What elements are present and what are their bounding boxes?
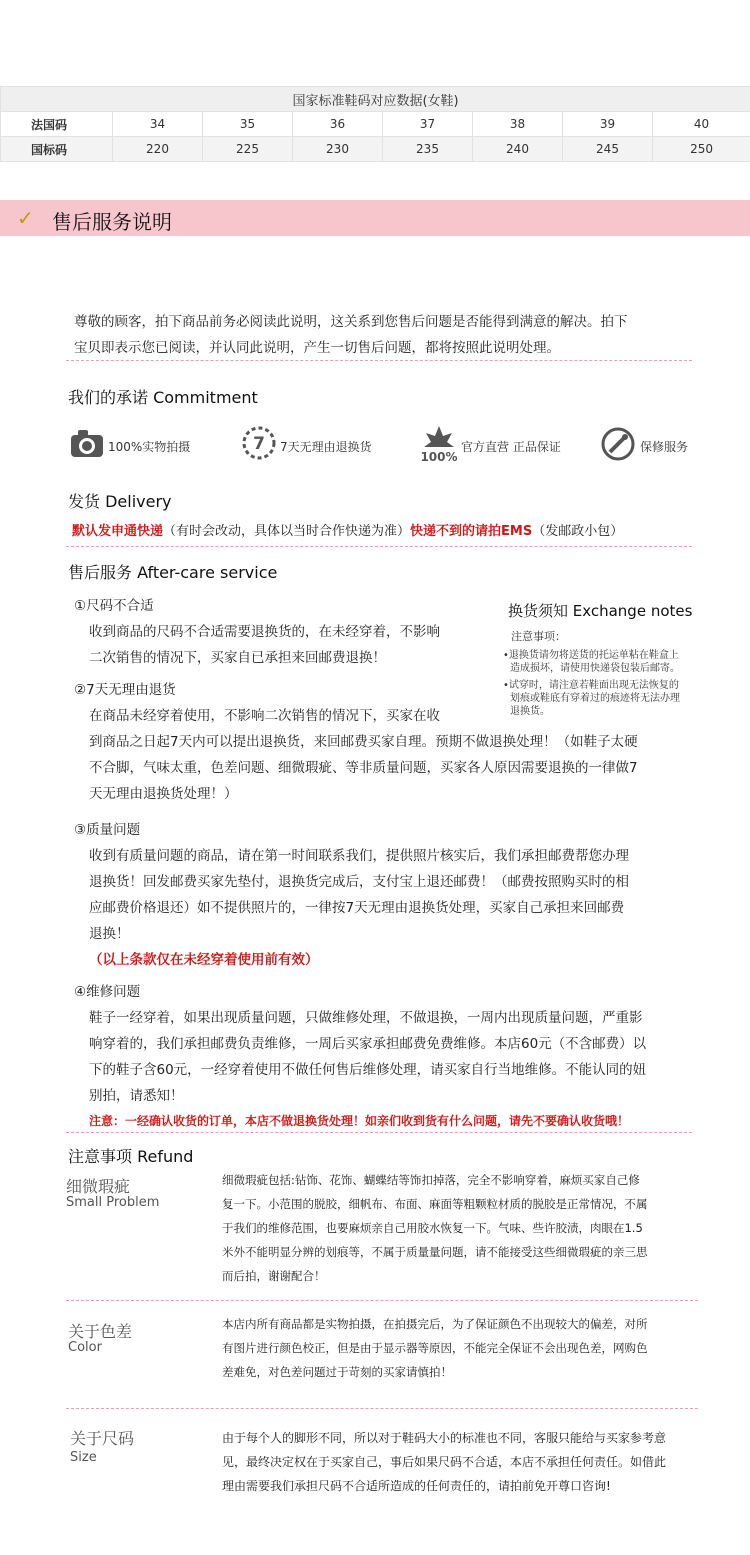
cell: 37 [383, 112, 473, 137]
refund-line: 而后拍，谢谢配合！ [222, 1269, 326, 1283]
section-title: 售后服务说明 [52, 210, 172, 234]
refund-item-subtitle: Size [70, 1450, 97, 1465]
cell: 36 [293, 112, 383, 137]
exchange-note: 退换货。 [510, 706, 550, 717]
camera-icon [68, 427, 106, 461]
refund-item-subtitle: Small Problem [66, 1195, 160, 1210]
commitment-title: 我们的承诺 Commitment [68, 388, 258, 407]
row-label: 法国码 [1, 112, 113, 137]
table-row [1, 112, 750, 137]
cell: 250 [653, 137, 750, 162]
seven-day-icon [241, 424, 277, 462]
cell: 34 [113, 112, 203, 137]
warning-note: 注意：一经确认收货的订单，本店不做退换货处理！如亲们收到货有什么问题，请先不要确认收货哦！ [89, 1114, 630, 1128]
repair-icon [600, 426, 636, 462]
official-store-badge: 100% [420, 450, 458, 463]
aftercare-red-note: （以上条款仅在未经穿着使用前有效） [89, 952, 319, 968]
divider [66, 1408, 698, 1409]
section-header [0, 200, 750, 236]
refund-line: 由于每个人的脚形不同，所以对于鞋码大小的标准也不同，客服只能给与买家参考意 [222, 1431, 667, 1445]
table-row [1, 137, 750, 162]
refund-line: 本店内所有商品都是实物拍摄，在拍摄完后，为了保证颜色不出现较大的偏差，对所 [222, 1317, 648, 1331]
refund-line: 复一下。小范围的脱胶，细帆布、布面、麻面等粗颗粒材质的脱胶是正常情况，不属 [222, 1197, 648, 1211]
exchange-note: •试穿时，请注意若鞋面出现无法恢复的 [503, 680, 679, 691]
cell: 39 [563, 112, 653, 137]
refund-item-subtitle: Color [68, 1340, 102, 1355]
refund-line: 于我们的维修范围，也要麻烦亲自己用胶水恢复一下。气味、些许胶渍，肉眼在1.5 [222, 1221, 643, 1235]
delivery-red-text: 默认发申通快递 [72, 524, 164, 539]
aftercare-line: 在商品未经穿着使用，不影响二次销售的情况下，买家在收 [89, 708, 440, 724]
divider [66, 1132, 692, 1133]
refund-line: 细微瑕疵包括:钻饰、花饰、蝴蝶结等饰扣掉落，完全不影响穿着，麻烦买家自己修 [222, 1173, 640, 1187]
aftercare-title: 售后服务 After-care service [68, 563, 278, 582]
divider [66, 546, 692, 547]
exchange-subtitle: 注意事项： [511, 630, 566, 643]
commitment-label: 保修服务 [640, 440, 689, 454]
exchange-title: 换货须知 Exchange notes [508, 602, 693, 620]
refund-item-title: 关于色差 [68, 1322, 133, 1341]
aftercare-line: 响穿着的，我们承担邮费负责维修，一周后买家承担邮费免费维修。本店60元（不含邮费）以 [89, 1036, 647, 1052]
intro-line: 尊敬的顾客，拍下商品前务必阅读此说明，这关系到您售后问题是否能得到满意的解决。拍下 [74, 314, 628, 330]
cell: 245 [563, 137, 653, 162]
refund-line: 米外不能明显分辨的划痕等，不属于质量量问题，请不能接受这些细微瑕疵的亲三思 [222, 1245, 648, 1259]
delivery-text: （有时会改动，具体以当时合作快递为准） [163, 524, 411, 539]
aftercare-line: 不合脚，气味太重，色差问题、细微瑕疵、等非质量问题，买家各人原因需要退换的一律做7 [89, 760, 638, 776]
row-label: 国标码 [1, 137, 113, 162]
aftercare-line: 到商品之日起7天内可以提出退换货，来回邮费买家自理。预期不做退换处理！（如鞋子太硬 [89, 734, 638, 750]
delivery-red-text: 快递不到的请拍EMS [410, 524, 533, 539]
exchange-note: 造成损坏，请使用快递袋包装后邮寄。 [510, 663, 680, 674]
cell: 230 [293, 137, 383, 162]
refund-line: 有图片进行颜色校正，但是由于显示器等原因，不能完全保证不会出现色差，网购色 [222, 1341, 648, 1355]
aftercare-line: 收到商品的尺码不合适需要退换货的，在未经穿着，不影响 [89, 624, 440, 640]
official-store-icon [420, 423, 458, 463]
intro-line: 宝贝即表示您已阅读，并认同此说明，产生一切售后问题，都将按照此说明处理。 [74, 340, 560, 356]
aftercare-line: 收到有质量问题的商品，请在第一时间联系我们，提供照片核实后，我们承担邮费帮您办理 [89, 848, 629, 864]
delivery-title: 发货 Delivery [68, 492, 172, 511]
commitment-label: 7天无理由退换货 [280, 440, 372, 454]
refund-title: 注意事项 Refund [68, 1147, 194, 1166]
aftercare-line: 天无理由退换货处理！） [89, 786, 238, 802]
cell: 225 [203, 137, 293, 162]
size-table [0, 86, 750, 162]
refund-line: 差难免，对色差问题过于苛刻的买家请慎拍！ [222, 1365, 452, 1379]
divider [66, 1300, 698, 1301]
aftercare-line: 别拍，请悉知！ [89, 1088, 184, 1104]
check-icon: ✓ [17, 206, 34, 230]
cell: 40 [653, 112, 750, 137]
aftercare-line: 应邮费价格退还）如不提供照片的，一律按7天无理由退换货处理，买家自己承担来回邮费 [89, 900, 625, 916]
refund-item-title: 关于尺码 [70, 1429, 135, 1448]
delivery-line [72, 520, 623, 539]
seven-day-badge: 7 [253, 434, 265, 454]
refund-line: 见，最终决定权在于买家自己，事后如果尺码不合适，本店不承担任何责任。如借此 [222, 1455, 667, 1469]
exchange-note: •退换货请勿将送货的托运单粘在鞋盒上 [503, 650, 679, 661]
aftercare-item-title: ①尺码不合适 [74, 598, 154, 614]
aftercare-line: 下的鞋子含60元，一经穿着使用不做任何售后维修处理，请买家自行当地维修。不能认同的妞 [89, 1062, 647, 1078]
aftercare-line: 二次销售的情况下，买家自已承担来回邮费退换！ [89, 650, 386, 666]
cell: 235 [383, 137, 473, 162]
delivery-text: （发邮政小包） [532, 524, 624, 539]
cell: 35 [203, 112, 293, 137]
refund-item-title: 细微瑕疵 [66, 1177, 131, 1196]
cell: 38 [473, 112, 563, 137]
commitment-label: 官方直营 正品保证 [461, 440, 561, 454]
commitment-label: 100%实物拍摄 [108, 440, 191, 454]
aftercare-item-title: ②7天无理由退货 [74, 682, 176, 698]
size-table-title: 国家标准鞋码对应数据(女鞋) [1, 87, 750, 112]
aftercare-item-title: ④维修问题 [74, 984, 141, 1000]
cell: 240 [473, 137, 563, 162]
aftercare-line: 鞋子一经穿着，如果出现质量问题，只做维修处理，不做退换，一周内出现质量问题，严重影 [89, 1010, 643, 1026]
exchange-note: 划痕或鞋底有穿着过的痕迹将无法办理 [510, 693, 680, 704]
aftercare-line: 退换！ [89, 926, 130, 942]
aftercare-line: 退换货！回发邮费买家先垫付，退换货完成后，支付宝上退还邮费！（邮费按照购买时的相 [89, 874, 629, 890]
cell: 220 [113, 137, 203, 162]
aftercare-item-title: ③质量问题 [74, 822, 141, 838]
divider [66, 360, 692, 361]
refund-line: 理由需要我们承担尺码不合适所造成的任何责任的，请拍前免开尊口咨询! [222, 1479, 611, 1493]
